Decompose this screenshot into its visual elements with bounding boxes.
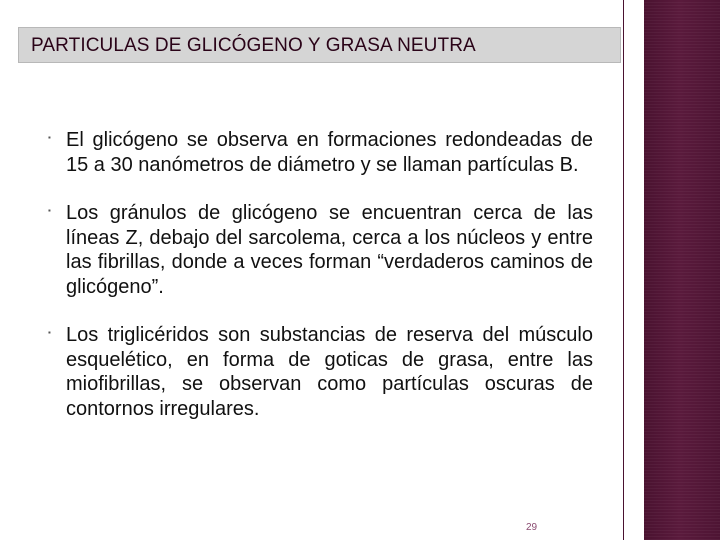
bullet-item xyxy=(48,201,593,299)
bullet-marker-icon: ▪ xyxy=(48,133,51,142)
bullet-marker-icon: ▪ xyxy=(48,206,51,215)
bullet-text: Los gránulos de glicógeno se encuentran cerca de las líneas Z, debajo del sarcolema, cerca a los núcleos y entre las fibrillas, donde a veces forman “verdaderos caminos de glicógeno”. xyxy=(66,202,593,298)
bullet-marker-icon: ▪ xyxy=(48,328,51,337)
page-number: 29 xyxy=(526,522,538,533)
bullet-item xyxy=(48,323,593,421)
decorative-side-panel xyxy=(641,0,720,540)
bullet-item xyxy=(48,128,593,177)
slide-title: PARTICULAS DE GLICÓGENO Y GRASA NEUTRA xyxy=(31,35,476,56)
bullet-list xyxy=(48,128,593,445)
side-divider-line xyxy=(623,0,624,540)
bullet-text: El glicógeno se observa en formaciones redondeadas de 15 a 30 nanómetros de diámetro y se llaman partículas B. xyxy=(66,129,593,176)
title-bar xyxy=(18,27,621,63)
bullet-text: Los triglicéridos son substancias de reserva del músculo esquelético, en forma de goticas de grasa, entre las miofibrillas, se observan como partículas oscuras de contornos irregulares. xyxy=(66,324,593,420)
